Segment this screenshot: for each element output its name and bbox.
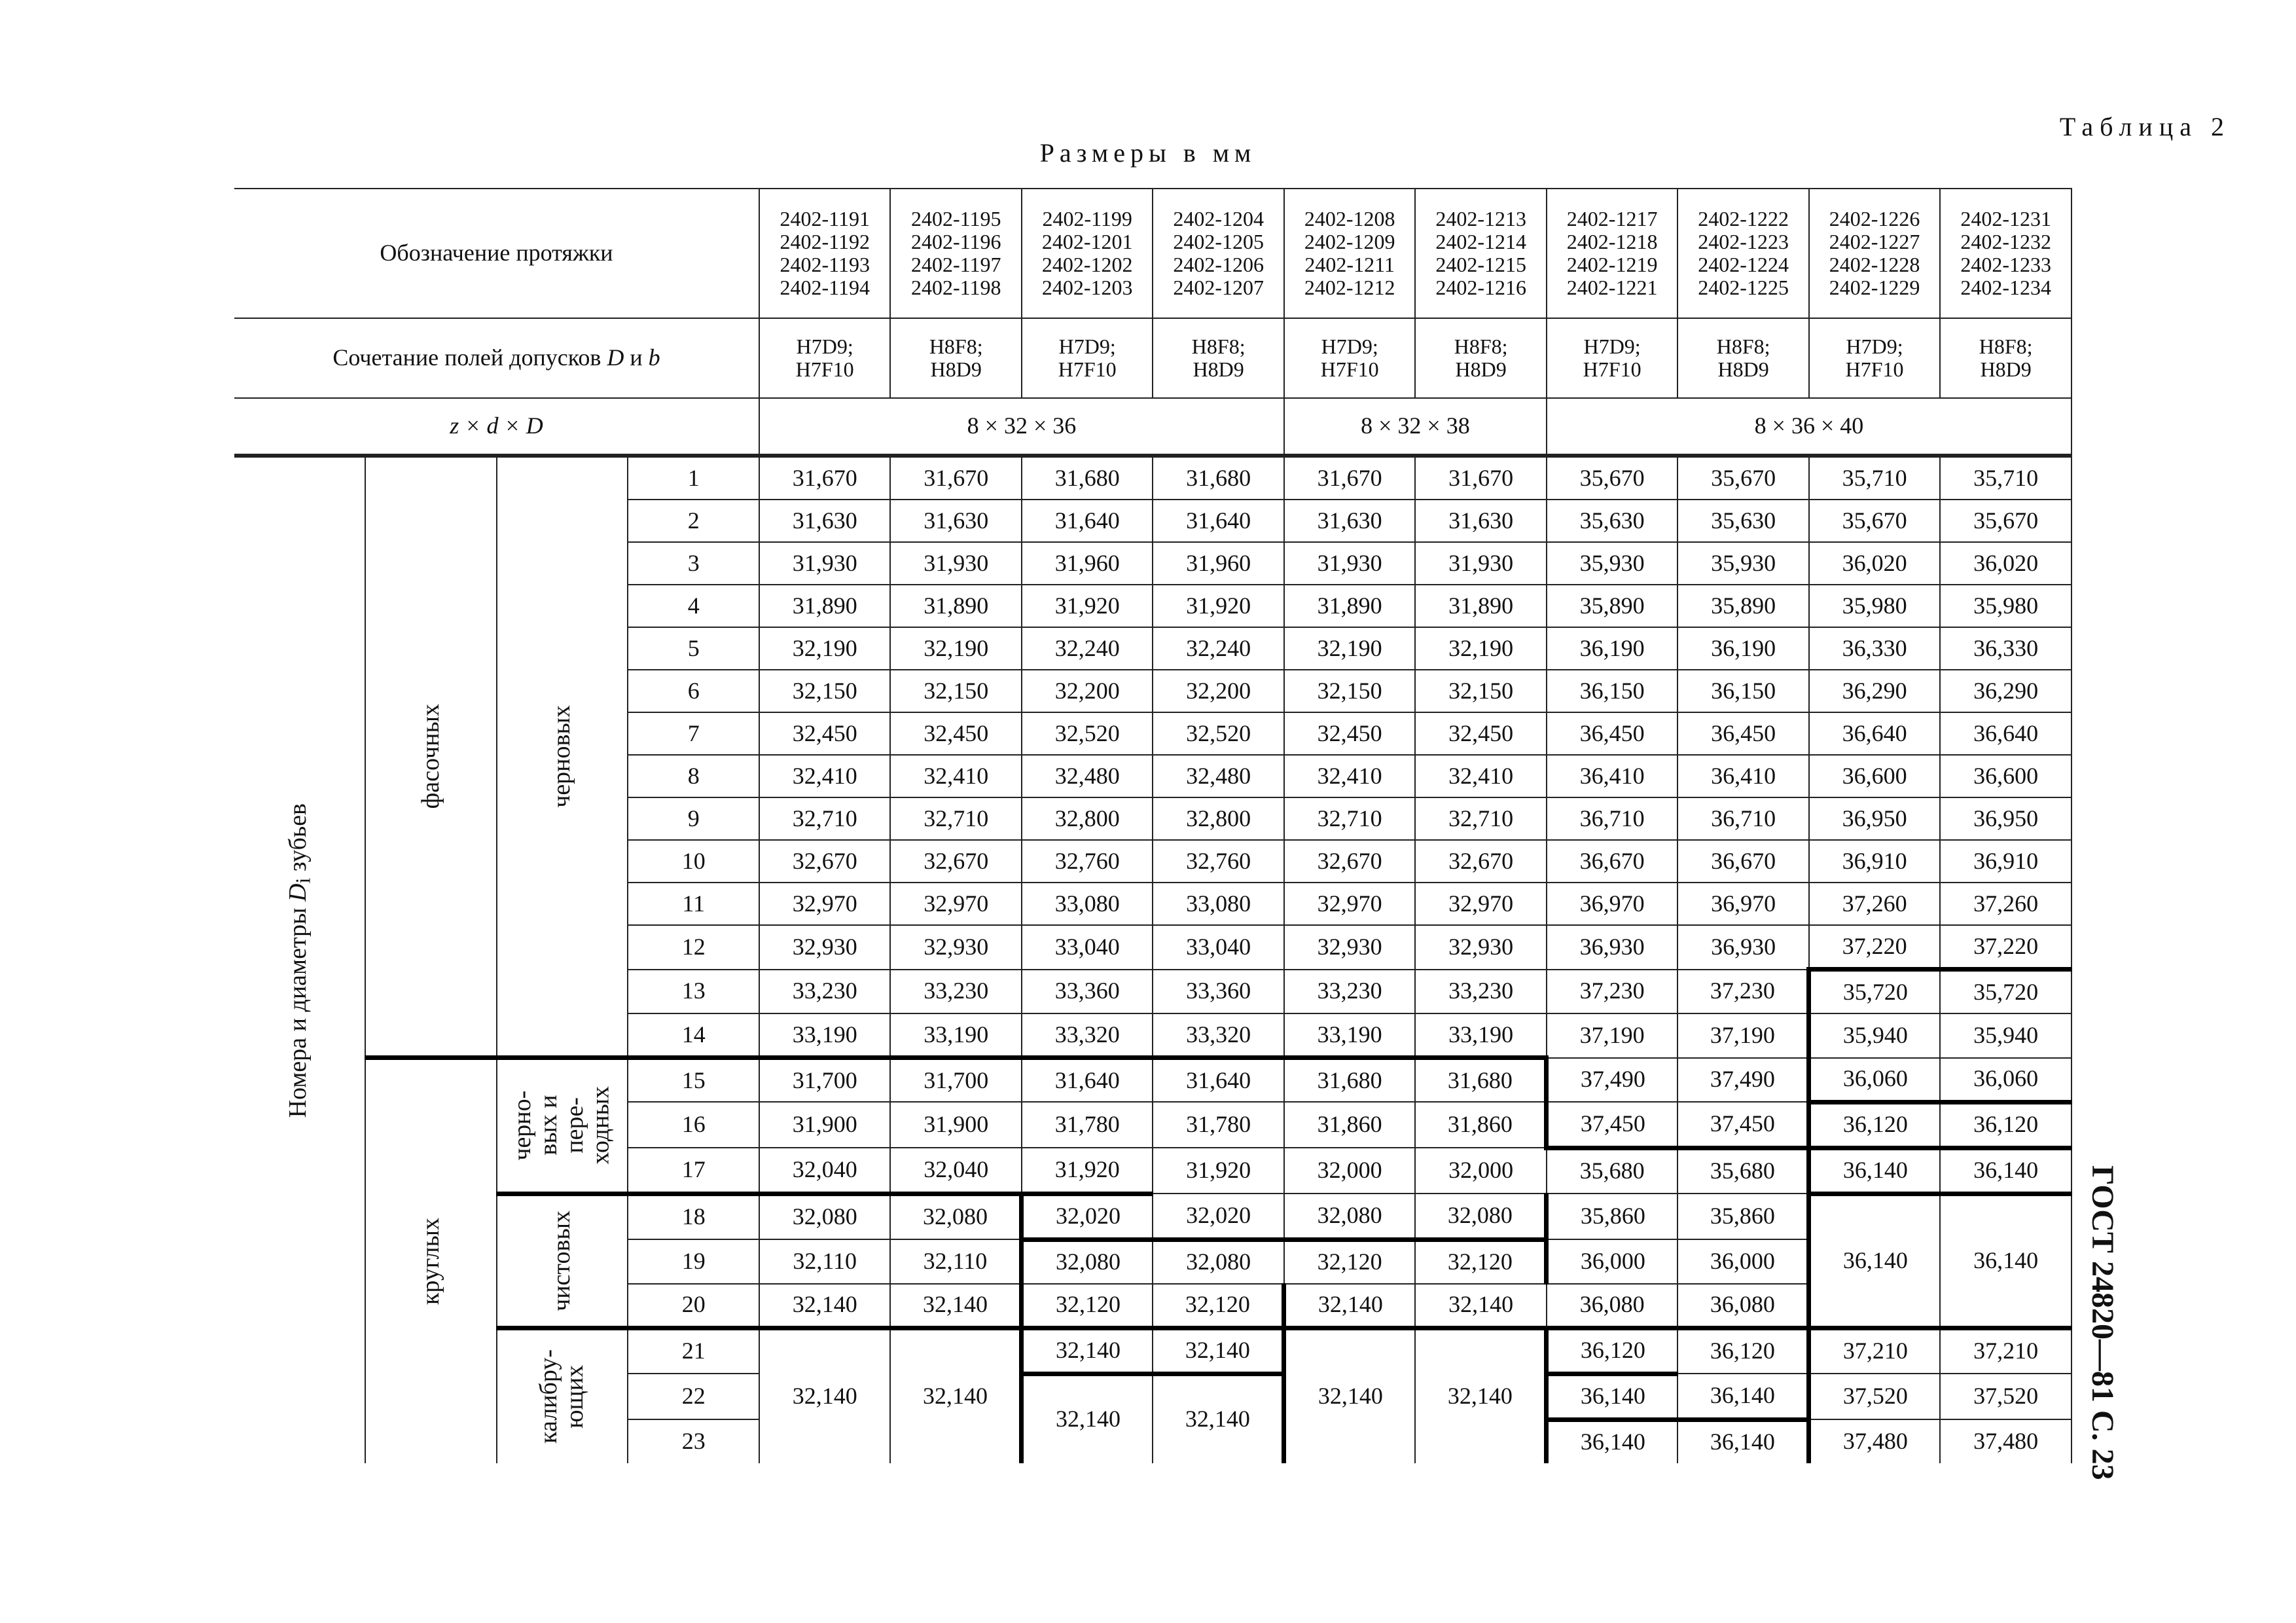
side-label-main: Номера и диаметры $D_i$ зубьев (234, 456, 365, 1463)
table-cell: 37,450 (1677, 1102, 1808, 1148)
table-cell: 32,800 (1153, 797, 1283, 840)
row-number: 10 (628, 840, 759, 883)
table-cell: 31,630 (1415, 500, 1546, 542)
table-cell: 31,890 (1415, 585, 1546, 627)
table-cell-merged: 36,140 (1809, 1194, 1940, 1328)
table-cell: 36,120 (1547, 1328, 1677, 1374)
row-number: 6 (628, 670, 759, 712)
tolerance-label: Сочетание полей допусков D и b (234, 318, 759, 398)
table-cell: 33,040 (1153, 925, 1283, 970)
table-cell: 32,140 (1415, 1284, 1546, 1328)
table-cell: 33,230 (759, 970, 890, 1014)
table-cell: 35,890 (1547, 585, 1677, 627)
table-cell: 36,710 (1677, 797, 1808, 840)
table-cell: 36,190 (1547, 627, 1677, 670)
table-cell: 32,930 (890, 925, 1021, 970)
table-cell: 31,900 (890, 1102, 1021, 1148)
table-cell: 36,140 (1547, 1419, 1677, 1463)
table-cell: 36,600 (1809, 755, 1940, 797)
table-cell: 31,930 (890, 542, 1021, 585)
table-cell: 31,680 (1153, 456, 1283, 500)
table-cell: 36,020 (1940, 542, 2072, 585)
row-number: 2 (628, 500, 759, 542)
row-number: 20 (628, 1284, 759, 1328)
tolerance-cell: H7D9; H7F10 (1022, 318, 1153, 398)
table-cell: 31,670 (1284, 456, 1415, 500)
table-cell: 36,000 (1677, 1239, 1808, 1284)
table-cell: 32,190 (1284, 627, 1415, 670)
table-cell: 33,040 (1022, 925, 1153, 970)
code-cell: 2402-1213 2402-1214 2402-1215 2402-1216 (1415, 189, 1546, 318)
table-cell: 32,080 (1284, 1194, 1415, 1239)
table-cell: 35,710 (1809, 456, 1940, 500)
side-label-transit: черно- вых и пере- ходных (497, 1058, 628, 1194)
table-cell: 32,450 (1415, 712, 1546, 755)
table-cell: 37,480 (1940, 1419, 2072, 1463)
table-cell: 37,260 (1940, 883, 2072, 925)
table-cell: 31,890 (759, 585, 890, 627)
row-number: 8 (628, 755, 759, 797)
table-cell: 32,970 (759, 883, 890, 925)
table-cell: 32,080 (759, 1194, 890, 1239)
table-cell: 32,080 (890, 1194, 1021, 1239)
table-cell: 35,890 (1677, 585, 1808, 627)
table-cell: 36,930 (1547, 925, 1677, 970)
row-number: 15 (628, 1058, 759, 1103)
table-cell: 35,980 (1809, 585, 1940, 627)
table-cell: 32,150 (1284, 670, 1415, 712)
table-cell: 36,080 (1547, 1284, 1677, 1328)
table-cell: 37,450 (1547, 1102, 1677, 1148)
table-cell: 31,640 (1153, 1058, 1283, 1103)
table-cell: 33,230 (890, 970, 1021, 1014)
table-cell: 31,960 (1022, 542, 1153, 585)
row-number: 3 (628, 542, 759, 585)
side-label-calib: калибру- ющих (497, 1328, 628, 1463)
table-cell: 36,970 (1547, 883, 1677, 925)
code-cell: 2402-1222 2402-1223 2402-1224 2402-1225 (1677, 189, 1808, 318)
table-cell: 32,710 (1284, 797, 1415, 840)
table-cell: 37,480 (1809, 1419, 1940, 1463)
table-cell: 31,890 (1284, 585, 1415, 627)
table-cell: 32,080 (1153, 1239, 1283, 1284)
table-cell: 31,890 (890, 585, 1021, 627)
table-cell: 33,190 (1284, 1013, 1415, 1058)
table-cell: 31,920 (1153, 1148, 1283, 1194)
table-cell: 32,930 (1415, 925, 1546, 970)
table-cell: 36,910 (1940, 840, 2072, 883)
table-cell: 32,020 (1153, 1194, 1283, 1239)
row-number: 19 (628, 1239, 759, 1284)
table-cell: 32,970 (1284, 883, 1415, 925)
table-cell: 36,290 (1809, 670, 1940, 712)
table-cell: 36,640 (1809, 712, 1940, 755)
gost-page-marker: ГОСТ 24820—81 С. 23 (2085, 1165, 2120, 1480)
table-cell: 31,640 (1022, 500, 1153, 542)
table-cell: 35,930 (1677, 542, 1808, 585)
row-number: 7 (628, 712, 759, 755)
row-number: 13 (628, 970, 759, 1014)
table-cell: 33,190 (890, 1013, 1021, 1058)
table-cell: 32,020 (1022, 1194, 1153, 1239)
table-cell: 32,520 (1022, 712, 1153, 755)
table-cell: 31,920 (1153, 585, 1283, 627)
table-cell: 36,950 (1940, 797, 2072, 840)
row-number: 16 (628, 1102, 759, 1148)
table-cell: 36,710 (1547, 797, 1677, 840)
table-cell: 36,140 (1677, 1374, 1808, 1419)
table-cell: 32,150 (759, 670, 890, 712)
table-cell: 32,200 (1022, 670, 1153, 712)
size-group: 8 × 32 × 36 (759, 398, 1284, 456)
size-group: 8 × 32 × 38 (1284, 398, 1547, 456)
code-cell: 2402-1199 2402-1201 2402-1202 2402-1203 (1022, 189, 1153, 318)
table-cell: 32,120 (1153, 1284, 1283, 1328)
table-cell: 36,450 (1677, 712, 1808, 755)
table-cell: 32,670 (1415, 840, 1546, 883)
table-cell: 35,720 (1940, 970, 2072, 1014)
table-cell: 32,200 (1153, 670, 1283, 712)
units-caption: Размеры в мм (1039, 138, 1257, 168)
table-cell: 32,670 (759, 840, 890, 883)
row-number: 12 (628, 925, 759, 970)
table-cell: 32,240 (1022, 627, 1153, 670)
table-cell: 32,410 (890, 755, 1021, 797)
table-cell: 37,520 (1809, 1374, 1940, 1419)
table-cell: 36,290 (1940, 670, 2072, 712)
table-cell: 36,150 (1547, 670, 1677, 712)
table-cell: 36,120 (1677, 1328, 1808, 1374)
table-cell: 37,230 (1547, 970, 1677, 1014)
table-cell: 31,780 (1022, 1102, 1153, 1148)
table-cell: 35,930 (1547, 542, 1677, 585)
table-cell: 37,260 (1809, 883, 1940, 925)
table-cell-merged: 32,140 (890, 1328, 1021, 1463)
table-cell: 37,190 (1547, 1013, 1677, 1058)
row-number: 5 (628, 627, 759, 670)
code-cell: 2402-1208 2402-1209 2402-1211 2402-1212 (1284, 189, 1415, 318)
table-cell: 35,630 (1677, 500, 1808, 542)
table-cell: 33,360 (1153, 970, 1283, 1014)
table-cell: 35,680 (1547, 1148, 1677, 1194)
table-cell: 36,450 (1547, 712, 1677, 755)
table-cell: 33,080 (1153, 883, 1283, 925)
table-cell: 31,930 (1284, 542, 1415, 585)
row-number: 9 (628, 797, 759, 840)
table-cell: 32,190 (1415, 627, 1546, 670)
table-cell: 33,190 (1415, 1013, 1546, 1058)
table-cell: 32,710 (890, 797, 1021, 840)
table-cell: 33,320 (1153, 1013, 1283, 1058)
side-label-facet: фасочных (365, 456, 496, 1058)
row-number: 4 (628, 585, 759, 627)
table-cell: 32,970 (1415, 883, 1546, 925)
table-cell: 31,860 (1415, 1102, 1546, 1148)
table-cell: 33,080 (1022, 883, 1153, 925)
designation-label: Обозначение протяжки (234, 189, 759, 318)
table-cell: 32,110 (890, 1239, 1021, 1284)
tolerance-cell: H8F8; H8D9 (890, 318, 1021, 398)
code-cell: 2402-1231 2402-1232 2402-1233 2402-1234 (1940, 189, 2072, 318)
table-cell: 33,190 (759, 1013, 890, 1058)
table-cell: 31,700 (759, 1058, 890, 1103)
table-cell: 36,140 (1809, 1148, 1940, 1194)
code-cell: 2402-1217 2402-1218 2402-1219 2402-1221 (1547, 189, 1677, 318)
table-cell: 31,630 (1284, 500, 1415, 542)
row-number: 22 (628, 1374, 759, 1419)
table-cell: 36,950 (1809, 797, 1940, 840)
table-cell: 33,360 (1022, 970, 1153, 1014)
table-cell-merged: 32,140 (1153, 1374, 1283, 1463)
table-cell: 31,640 (1153, 500, 1283, 542)
table-cell: 31,930 (1415, 542, 1546, 585)
table-cell: 35,860 (1677, 1194, 1808, 1239)
table-cell: 32,760 (1022, 840, 1153, 883)
table-cell: 31,670 (759, 456, 890, 500)
table-cell: 33,230 (1415, 970, 1546, 1014)
table-cell: 32,140 (1284, 1284, 1415, 1328)
table-cell: 32,190 (759, 627, 890, 670)
table-cell: 32,240 (1153, 627, 1283, 670)
table-cell: 32,120 (1415, 1239, 1546, 1284)
side-label-finish: чистовых (497, 1194, 628, 1328)
table-cell: 32,450 (759, 712, 890, 755)
table-cell: 36,670 (1547, 840, 1677, 883)
tolerance-cell: H8F8; H8D9 (1677, 318, 1808, 398)
table-cell: 32,000 (1415, 1148, 1546, 1194)
table-cell: 36,080 (1677, 1284, 1808, 1328)
table-cell: 35,940 (1940, 1013, 2072, 1058)
table-cell: 32,140 (759, 1284, 890, 1328)
table-cell: 36,060 (1809, 1058, 1940, 1103)
table-cell: 35,860 (1547, 1194, 1677, 1239)
table-cell: 37,190 (1677, 1013, 1808, 1058)
table-cell: 36,140 (1940, 1148, 2072, 1194)
table-cell: 32,930 (1284, 925, 1415, 970)
table-label: Таблица 2 (2059, 112, 2231, 141)
table-cell: 31,670 (890, 456, 1021, 500)
table-cell: 32,120 (1022, 1284, 1153, 1328)
tolerance-cell: H8F8; H8D9 (1940, 318, 2072, 398)
table-cell: 35,720 (1809, 970, 1940, 1014)
table-cell-merged: 36,140 (1940, 1194, 2072, 1328)
tolerance-cell: H7D9; H7F10 (759, 318, 890, 398)
table-cell: 31,630 (890, 500, 1021, 542)
tolerance-cell: H7D9; H7F10 (1547, 318, 1677, 398)
table-cell: 31,680 (1284, 1058, 1415, 1103)
size-group: 8 × 36 × 40 (1547, 398, 2072, 456)
table-cell: 35,670 (1809, 500, 1940, 542)
table-cell: 32,670 (890, 840, 1021, 883)
table-cell: 36,910 (1809, 840, 1940, 883)
table-cell: 31,630 (759, 500, 890, 542)
table-cell: 36,120 (1809, 1102, 1940, 1148)
table-cell: 36,140 (1677, 1419, 1808, 1463)
table-cell: 32,670 (1284, 840, 1415, 883)
table-cell: 32,480 (1153, 755, 1283, 797)
table-cell: 35,980 (1940, 585, 2072, 627)
table-cell: 36,190 (1677, 627, 1808, 670)
table-cell: 36,640 (1940, 712, 2072, 755)
table-cell: 31,700 (890, 1058, 1021, 1103)
table-cell: 35,680 (1677, 1148, 1808, 1194)
table-cell: 32,410 (759, 755, 890, 797)
table-cell: 32,450 (1284, 712, 1415, 755)
table-cell: 36,140 (1547, 1374, 1677, 1419)
table-cell: 35,670 (1677, 456, 1808, 500)
table-cell: 32,520 (1153, 712, 1283, 755)
table-cell: 32,140 (890, 1284, 1021, 1328)
table-cell: 36,120 (1940, 1102, 2072, 1148)
table-cell: 32,710 (759, 797, 890, 840)
table-cell: 32,110 (759, 1239, 890, 1284)
table-cell: 31,680 (1415, 1058, 1546, 1103)
table-cell: 31,780 (1153, 1102, 1283, 1148)
table-cell: 36,600 (1940, 755, 2072, 797)
table-cell: 37,210 (1809, 1328, 1940, 1374)
tolerance-cell: H7D9; H7F10 (1809, 318, 1940, 398)
table-cell: 36,020 (1809, 542, 1940, 585)
table-cell: 32,800 (1022, 797, 1153, 840)
code-cell: 2402-1204 2402-1205 2402-1206 2402-1207 (1153, 189, 1283, 318)
table-cell-merged: 32,140 (1022, 1374, 1153, 1463)
table-cell: 36,150 (1677, 670, 1808, 712)
table-cell: 32,190 (890, 627, 1021, 670)
table-cell: 32,150 (890, 670, 1021, 712)
table-cell-merged: 32,140 (759, 1328, 890, 1463)
table-cell: 35,670 (1940, 500, 2072, 542)
table-cell: 33,230 (1284, 970, 1415, 1014)
row-number: 1 (628, 456, 759, 500)
tolerance-cell: H7D9; H7F10 (1284, 318, 1415, 398)
table-cell: 32,120 (1284, 1239, 1415, 1284)
table-cell: 36,000 (1547, 1239, 1677, 1284)
table-cell: 32,140 (1022, 1328, 1153, 1374)
table-cell: 32,040 (890, 1148, 1021, 1194)
table-cell: 37,520 (1940, 1374, 2072, 1419)
code-cell: 2402-1226 2402-1227 2402-1228 2402-1229 (1809, 189, 1940, 318)
table-cell: 32,080 (1022, 1239, 1153, 1284)
table-cell: 33,320 (1022, 1013, 1153, 1058)
table-cell: 35,670 (1547, 456, 1677, 500)
table-cell: 31,640 (1022, 1058, 1153, 1103)
table-cell: 36,930 (1677, 925, 1808, 970)
table-cell: 31,670 (1415, 456, 1546, 500)
table-cell: 36,410 (1677, 755, 1808, 797)
code-cell: 2402-1191 2402-1192 2402-1193 2402-1194 (759, 189, 890, 318)
tolerance-cell: H8F8; H8D9 (1153, 318, 1283, 398)
side-label-rough: черновых (497, 456, 628, 1058)
table-cell: 32,970 (890, 883, 1021, 925)
table-cell: 32,410 (1284, 755, 1415, 797)
table-cell: 32,080 (1415, 1194, 1546, 1239)
side-label-round: круглых (365, 1058, 496, 1463)
table-cell: 37,490 (1547, 1058, 1677, 1103)
table-cell: 32,450 (890, 712, 1021, 755)
table-cell: 32,410 (1415, 755, 1546, 797)
table-cell: 31,900 (759, 1102, 890, 1148)
table-cell: 35,630 (1547, 500, 1677, 542)
table-cell: 31,930 (759, 542, 890, 585)
table-cell: 32,710 (1415, 797, 1546, 840)
row-number: 11 (628, 883, 759, 925)
table-cell: 36,970 (1677, 883, 1808, 925)
row-number: 14 (628, 1013, 759, 1058)
table-cell: 37,490 (1677, 1058, 1808, 1103)
table-cell: 32,480 (1022, 755, 1153, 797)
row-number: 21 (628, 1328, 759, 1374)
table-cell: 32,040 (759, 1148, 890, 1194)
table-cell: 35,710 (1940, 456, 2072, 500)
table-cell: 32,000 (1284, 1148, 1415, 1194)
table-cell: 36,330 (1809, 627, 1940, 670)
table-cell-merged: 32,140 (1284, 1328, 1415, 1463)
table-cell: 31,680 (1022, 456, 1153, 500)
table-cell: 37,220 (1940, 925, 2072, 970)
table-cell: 37,210 (1940, 1328, 2072, 1374)
table-cell: 31,960 (1153, 542, 1283, 585)
row-number: 18 (628, 1194, 759, 1239)
size-label: z × d × D (234, 398, 759, 456)
table-cell: 31,920 (1022, 1148, 1153, 1194)
table-cell: 31,920 (1022, 585, 1153, 627)
table-cell: 35,940 (1809, 1013, 1940, 1058)
table-cell: 37,230 (1677, 970, 1808, 1014)
table-cell: 36,410 (1547, 755, 1677, 797)
table-cell: 36,330 (1940, 627, 2072, 670)
row-number: 17 (628, 1148, 759, 1194)
data-table (234, 188, 2072, 1463)
table-cell: 36,670 (1677, 840, 1808, 883)
table-cell-merged: 32,140 (1415, 1328, 1546, 1463)
row-number: 23 (628, 1419, 759, 1463)
table-cell: 37,220 (1809, 925, 1940, 970)
table-cell: 32,760 (1153, 840, 1283, 883)
table-cell: 32,930 (759, 925, 890, 970)
table-cell: 31,860 (1284, 1102, 1415, 1148)
table-cell: 32,140 (1153, 1328, 1283, 1374)
table-cell: 32,150 (1415, 670, 1546, 712)
tolerance-cell: H8F8; H8D9 (1415, 318, 1546, 398)
table-cell: 36,060 (1940, 1058, 2072, 1103)
code-cell: 2402-1195 2402-1196 2402-1197 2402-1198 (890, 189, 1021, 318)
